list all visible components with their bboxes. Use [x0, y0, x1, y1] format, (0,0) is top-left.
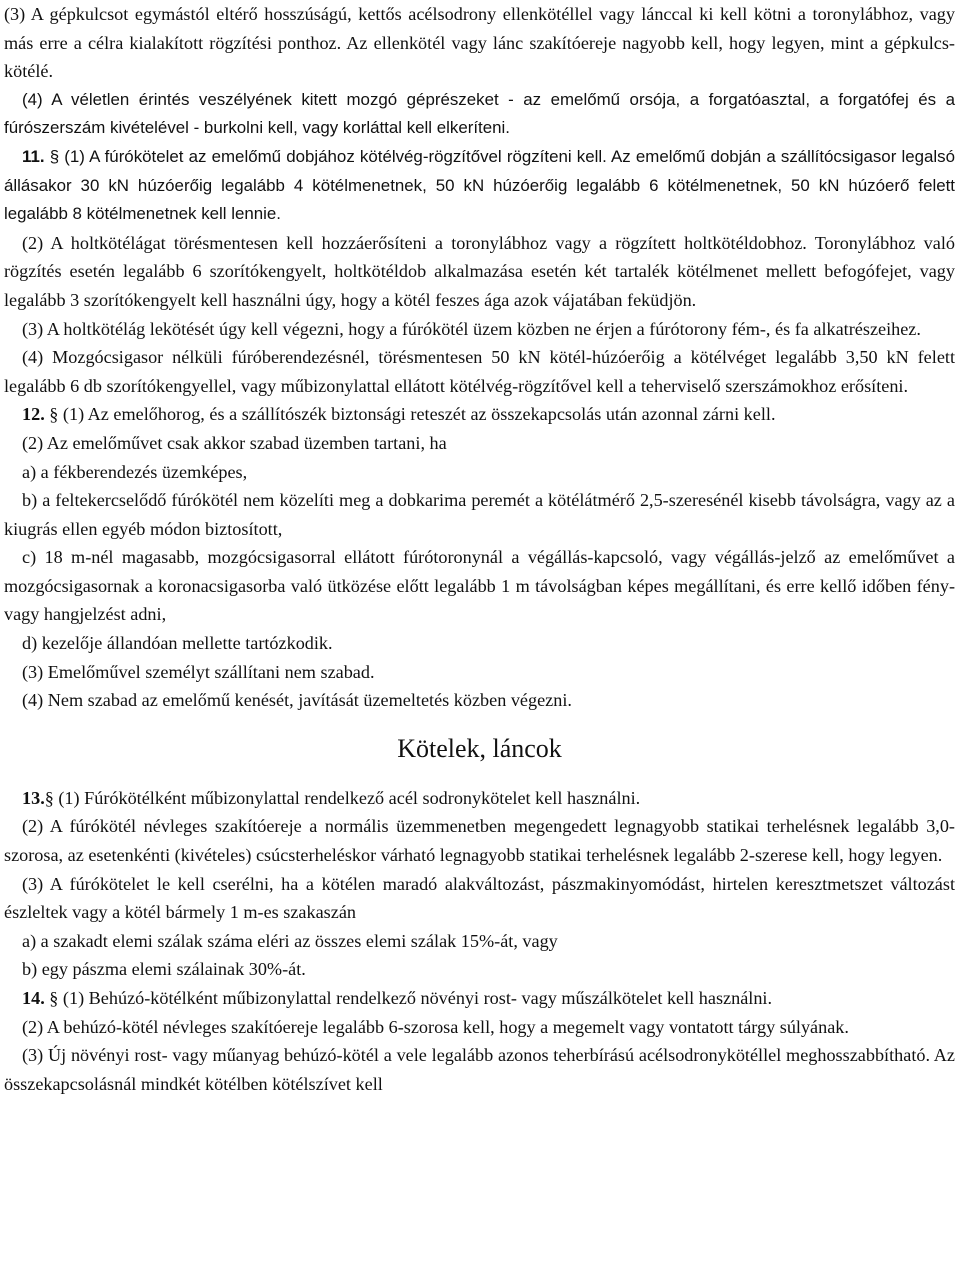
- section-12-paragraph-1: 12. § (1) Az emelőhorog, és a szállítószék biztonsági reteszét az összekapcsolás után azonnal zárni kell.: [22, 404, 776, 425]
- section-11-paragraph-2: (2) A holtkötélágat törésmentesen kell hozzáerősíteni a toronylábhoz vagy a rögzített holtkötéldobhoz. Toronylábhoz való rögzítés esetén legalább 6 szorítókengyelt, holtkötéldob alkalmazása esetén két tartalék kötélmenet mellett befogófejet, vagy legalább 3 szorítókengyelt kell használni úgy, hogy a kötél feszes ága azok vájatában feküdjön.: [4, 232, 955, 310]
- section-12-paragraph-4: (4) Nem szabad az emelőmű kenését, javítását üzemeltetés közben végezni.: [22, 690, 572, 711]
- section-11-paragraph-4: (4) Mozgócsigasor nélküli fúróberendezésnél, törésmentesen 50 kN kötél-húzóerőig a kötélvéget legalább 3,50 kN felett legalább 6 db szorítókengyellel, vagy műbizonylattal ellátott kötélvég-rögzítővel kell a teherviselő szerszámokhoz erősíteni.: [4, 347, 955, 396]
- section-number: 12.: [22, 404, 45, 425]
- section-sign-icon: §: [49, 146, 60, 166]
- section-number: 14.: [22, 988, 45, 1008]
- section-sign-icon: §: [49, 404, 59, 425]
- list-item-b: b) a feltekercselődő fúrókötél nem közelíti meg a dobkarima peremét a kötélátmérő 2,5-szeresénél kisebb távolságra, vagy az a kiugrás ellen egyéb módon biztosított,: [4, 490, 955, 539]
- paragraph-3-8-4: (4) A véletlen érintés veszélyének kitett mozgó géprészeket - az emelőmű orsója, a forgatóasztal, a forgatófej és a fúrószerszám kivételével - burkolni kell, vagy korláttal kell elkeríteni.: [4, 89, 955, 138]
- list-item-c: c) 18 m-nél magasabb, mozgócsigasorral ellátott fúrótoronynál a végállás-kapcsoló, vagy végállás-jelző az emelőművet a mozgócsigasornak a koronacsigasorba való ütközése előtt legalább 1 m távolságban képes megállítani, és erre kellő időben fény- vagy hangjelzést adni,: [4, 547, 955, 625]
- section-number: 11.: [22, 146, 45, 166]
- section-14-paragraph-1: 14. § (1) Behúzó-kötélként műbizonylattal rendelkező növényi rost- vagy műszálkötelet kell használni.: [22, 988, 773, 1008]
- section-11-paragraph-3: (3) A holtkötélág lekötését úgy kell végezni, hogy a fúrókötél üzem közben ne érjen a fúrótorony fém-, és fa alkatrészeihez.: [22, 318, 921, 339]
- section-13-paragraph-1: 13.§ (1) Fúrókötélként műbizonylattal rendelkező acél sodronykötelet kell használni.: [22, 787, 641, 808]
- section-14-paragraph-3: (3) Új növényi rost- vagy műanyag behúzó-kötél a vele legalább azonos teherbírású acélsodronykötéllel meghosszabbítható. Az összekapcsolásnál mindkét kötélben kötélszívet kell: [4, 1045, 955, 1094]
- section-number: 13.: [22, 787, 45, 808]
- paragraph-3-8-3: (3) A gépkulcsot egymástól eltérő hosszúságú, kettős acélsodrony ellenkötéllel vagy lánccal ki kell kötni a toronylábhoz, vagy más erre a célra kialakított rögzítési ponthoz. Az ellenkötél vagy lánc szakítóereje nagyobb kell, hogy legyen, mint a gépkulcs-kötélé.: [4, 4, 955, 82]
- section-11-paragraph-1: 11. § (1) A fúrókötelet az emelőmű dobjához kötélvég-rögzítővel rögzíteni kell. Az emelőmű dobján a szállítócsigasor legalsó állásakor 30 kN húzóerőig legalább 4 kötélmenetnek, 50 kN húzóerőig legalább 6 kötélmenetnek, 50 kN húzóerő felett legalább 8 kötélmenetnek kell lennie.: [4, 146, 956, 224]
- list-item-a: a) a szakadt elemi szálak száma eléri az összes elemi szálak 15%-át, vagy: [22, 930, 558, 951]
- section-12-paragraph-3: (3) Emelőművel személyt szállítani nem szabad.: [22, 661, 375, 682]
- list-item-a: a) a fékberendezés üzemképes,: [22, 461, 248, 482]
- section-14-paragraph-2: (2) A behúzó-kötél névleges szakítóereje legalább 6-szorosa kell, hogy a megemelt vagy vontatott tárgy súlyának.: [22, 1016, 849, 1037]
- list-item-d: d) kezelője állandóan mellette tartózkodik.: [22, 633, 333, 654]
- section-12-paragraph-2: (2) Az emelőművet csak akkor szabad üzemben tartani, ha: [22, 432, 447, 453]
- section-heading: Kötelek, láncok: [397, 733, 562, 763]
- section-13-paragraph-2: (2) A fúrókötél névleges szakítóereje a normális üzemmenetben megengedett legnagyobb statikai terhelésnek legalább 3,0-szorosa, az esetenkénti (kivételes) csúcsterheléskor várható legnagyobb statikai terhelésnek legalább 2-szerese kell, hogy legyen.: [4, 816, 955, 866]
- list-item-b: b) egy pászma elemi szálainak 30%-át.: [22, 959, 306, 980]
- section-sign-icon: §: [44, 787, 54, 808]
- section-13-paragraph-3: (3) A fúrókötelet le kell cserélni, ha a kötélen maradó alakváltozást, pászmakinyomódást, hirtelen keresztmetszet változást észleltek vagy a kötél bármely 1 m-es szakaszán: [4, 873, 955, 923]
- section-sign-icon: §: [49, 988, 59, 1008]
